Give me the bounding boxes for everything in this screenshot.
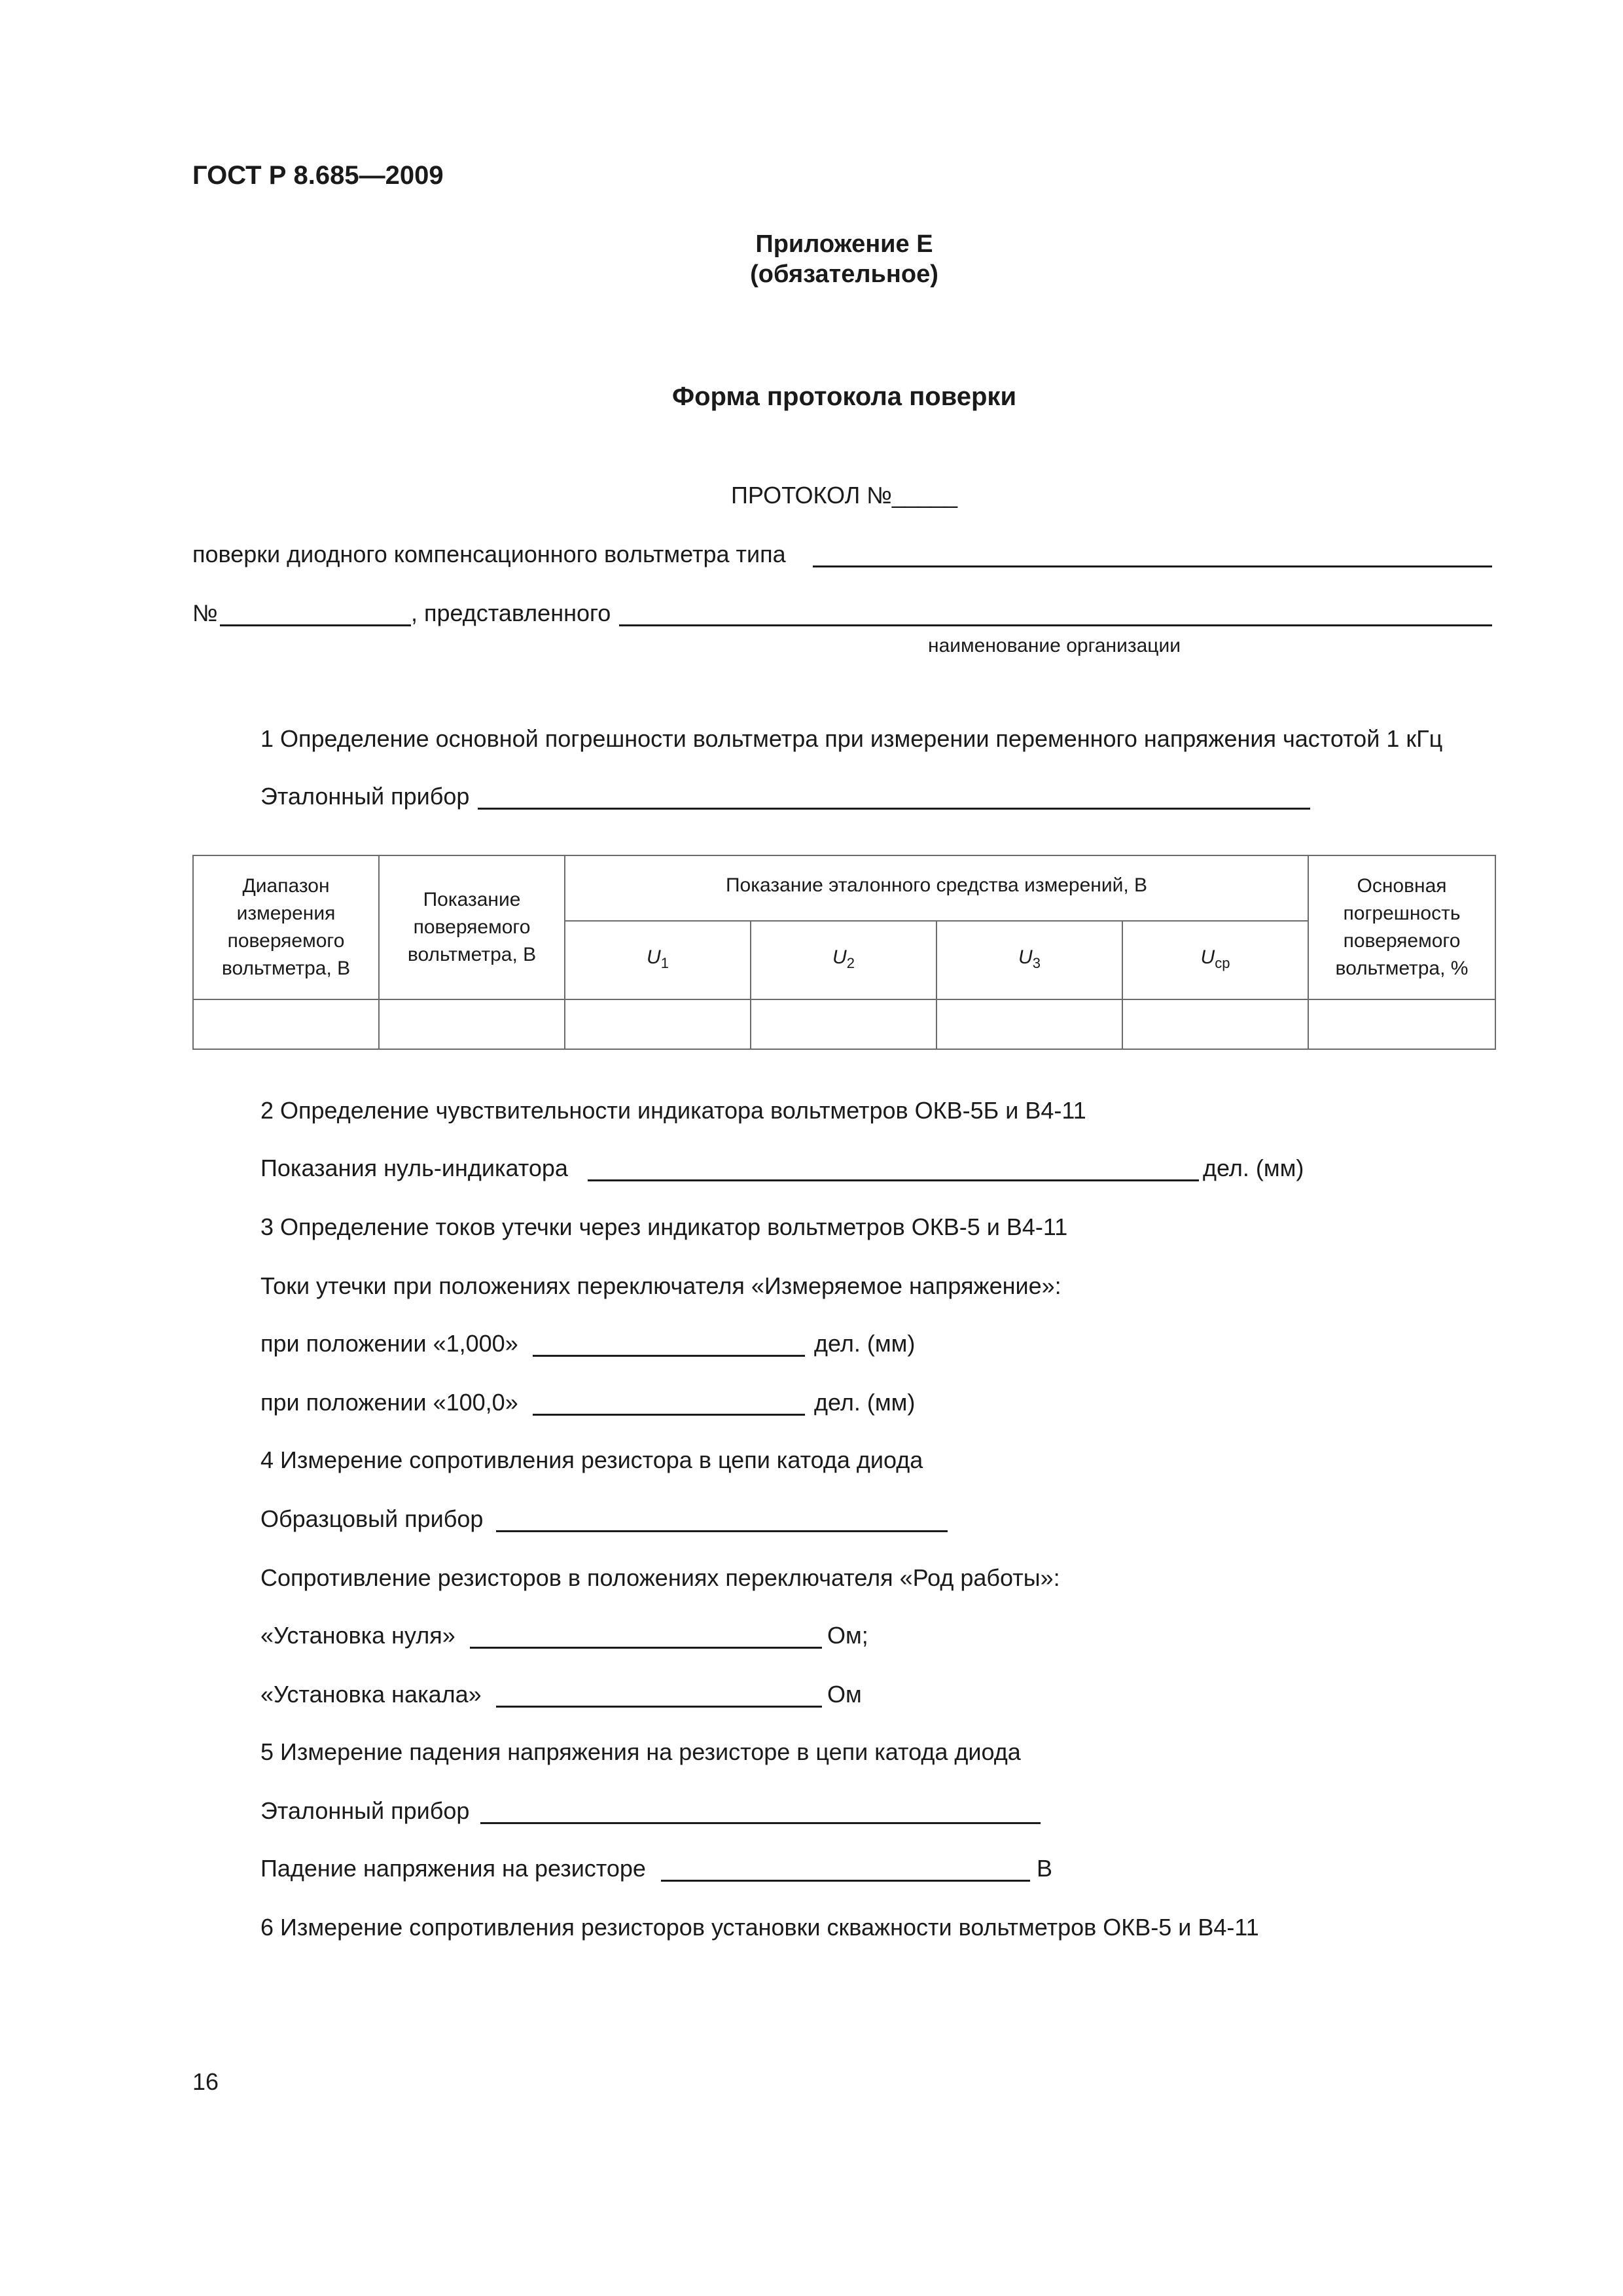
device-type-blank[interactable] (813, 565, 1492, 567)
cell-range[interactable] (193, 999, 379, 1049)
col-header-reading: Показание поверяемого вольтметра, В (379, 855, 565, 999)
protocol-title: ПРОТОКОЛ №_____ (731, 482, 957, 509)
page-number: 16 (192, 2068, 219, 2095)
protocol-presented-label: , представленного (411, 600, 611, 626)
section3-heading: 3 Определение токов утечки через индикатор вольтметров ОКВ-5 и В4-11 (260, 1213, 1068, 1240)
section5-reference-blank[interactable] (480, 1822, 1041, 1824)
col-header-error: Основная погрешность поверяемого вольтметра, % (1308, 855, 1495, 999)
section4-intro: Сопротивление резисторов в положениях переключателя «Род работы»: (260, 1564, 1060, 1591)
appendix-title: Приложение Е (755, 230, 933, 258)
col-header-u1: $U_1$ (565, 921, 751, 999)
zero-setting-label: «Установка нуля» (260, 1622, 455, 1649)
col-header-ucp: $U_{ср}$ (1122, 921, 1308, 999)
position2-blank[interactable] (533, 1414, 805, 1416)
section6-heading: 6 Измерение сопротивления резисторов установки скважности вольтметров ОКВ-5 и В4-11 (260, 1914, 1259, 1941)
heat-setting-blank[interactable] (496, 1706, 822, 1708)
section2-heading: 2 Определение чувствительности индикатора вольтметров ОКВ-5Б и В4-11 (260, 1097, 1086, 1124)
device-number-blank[interactable] (220, 624, 411, 626)
sample-device-blank[interactable] (496, 1530, 948, 1532)
cell-reading[interactable] (379, 999, 565, 1049)
voltage-drop-blank[interactable] (661, 1880, 1030, 1882)
col-header-u3: $U_3$ (936, 921, 1122, 999)
position2-label: при положении «100,0» (260, 1389, 518, 1416)
cell-u3[interactable] (936, 999, 1122, 1049)
zero-setting-unit: Ом; (827, 1622, 868, 1649)
voltage-drop-unit: В (1037, 1855, 1053, 1882)
section5-reference-label: Эталонный прибор (260, 1797, 470, 1824)
null-indicator-blank[interactable] (588, 1179, 1199, 1181)
section3-intro: Токи утечки при положениях переключателя «Измеряемое напряжение»: (260, 1272, 1061, 1299)
cell-error[interactable] (1308, 999, 1495, 1049)
section1-reference-blank[interactable] (478, 808, 1310, 810)
col-header-range: Диапазон измерения поверяемого вольтметра, В (193, 855, 379, 999)
heat-setting-unit: Ом (827, 1681, 862, 1708)
organization-blank[interactable] (619, 624, 1492, 626)
protocol-device-type-label: поверки диодного компенсационного вольтметра типа (192, 541, 786, 567)
verification-table (192, 855, 1496, 1050)
col-header-u2: $U_2$ (751, 921, 936, 999)
position2-unit: дел. (мм) (814, 1389, 916, 1416)
section1-heading: 1 Определение основной погрешности вольтметра при измерении переменного напряжения частотой 1 кГц (260, 725, 1443, 752)
section1-reference-label: Эталонный прибор (260, 783, 470, 810)
voltage-drop-label: Падение напряжения на резисторе (260, 1855, 646, 1882)
document-header: ГОСТ Р 8.685—2009 (192, 161, 444, 190)
heat-setting-label: «Установка накала» (260, 1681, 482, 1708)
col-header-reference: Показание эталонного средства измерений, В (565, 855, 1308, 921)
section4-heading: 4 Измерение сопротивления резистора в цепи катода диода (260, 1446, 923, 1473)
cell-u2[interactable] (751, 999, 936, 1049)
section5-heading: 5 Измерение падения напряжения на резисторе в цепи катода диода (260, 1738, 1021, 1765)
null-indicator-label: Показания нуль-индикатора (260, 1155, 568, 1181)
cell-ucp[interactable] (1122, 999, 1308, 1049)
sample-device-label: Образцовый прибор (260, 1505, 484, 1532)
null-indicator-unit: дел. (мм) (1203, 1155, 1304, 1181)
organization-caption: наименование организации (928, 635, 1181, 656)
protocol-number-prefix: № (192, 600, 218, 626)
position1-unit: дел. (мм) (814, 1330, 916, 1357)
appendix-status: (обязательное) (750, 260, 938, 288)
cell-u1[interactable] (565, 999, 751, 1049)
position1-label: при положении «1,000» (260, 1330, 518, 1357)
form-title: Форма протокола поверки (671, 382, 1017, 411)
zero-setting-blank[interactable] (470, 1647, 822, 1649)
position1-blank[interactable] (533, 1355, 805, 1357)
